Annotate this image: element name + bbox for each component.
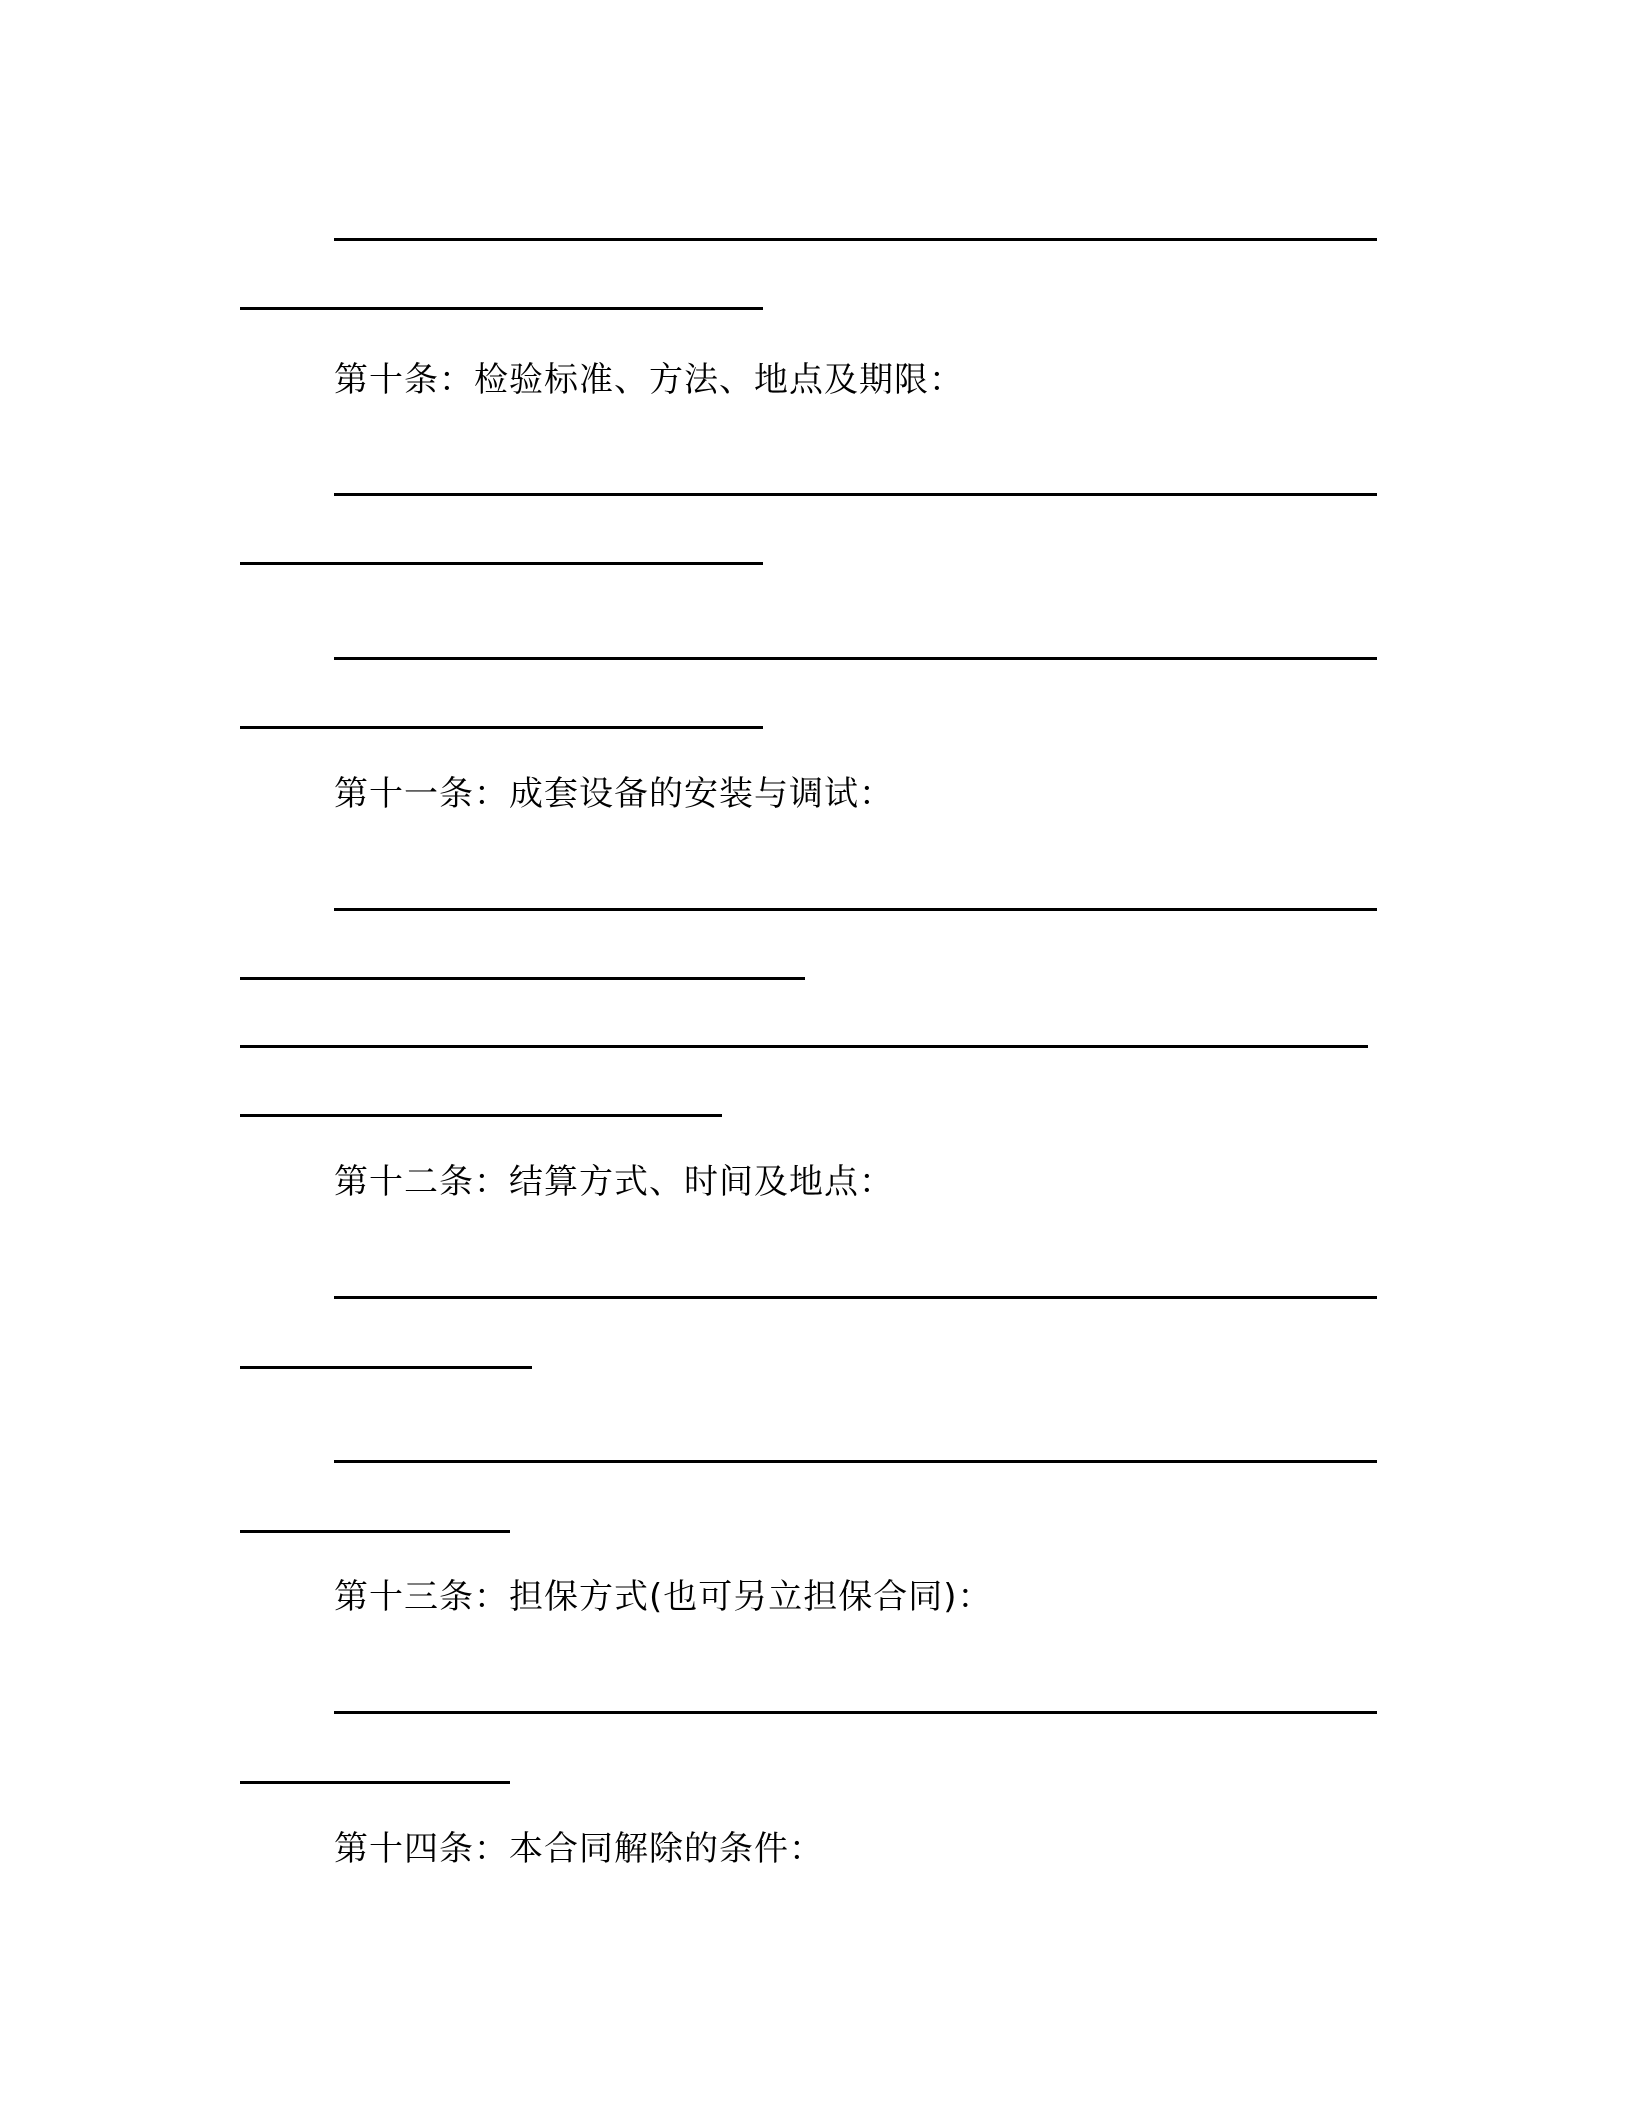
article-10-heading: 第十条：检验标准、方法、地点及期限： [334, 360, 964, 400]
blank-line [334, 493, 1377, 496]
blank-line [334, 657, 1377, 660]
blank-line [240, 726, 763, 729]
blank-line [240, 1114, 722, 1117]
blank-line [334, 1460, 1377, 1463]
article-14-heading: 第十四条：本合同解除的条件： [334, 1829, 824, 1869]
blank-line [240, 977, 805, 980]
blank-line [334, 908, 1377, 911]
blank-line [334, 238, 1377, 241]
blank-line [240, 1045, 1368, 1048]
article-12-heading: 第十二条：结算方式、时间及地点： [334, 1162, 894, 1202]
article-13-heading: 第十三条：担保方式(也可另立担保合同)： [334, 1577, 993, 1617]
blank-line [240, 1530, 510, 1533]
article-11-heading: 第十一条：成套设备的安装与调试： [334, 774, 894, 814]
blank-line [334, 1711, 1377, 1714]
blank-line [240, 1366, 532, 1369]
blank-line [240, 562, 763, 565]
blank-line [240, 307, 763, 310]
blank-line [334, 1296, 1377, 1299]
blank-line [240, 1781, 510, 1784]
